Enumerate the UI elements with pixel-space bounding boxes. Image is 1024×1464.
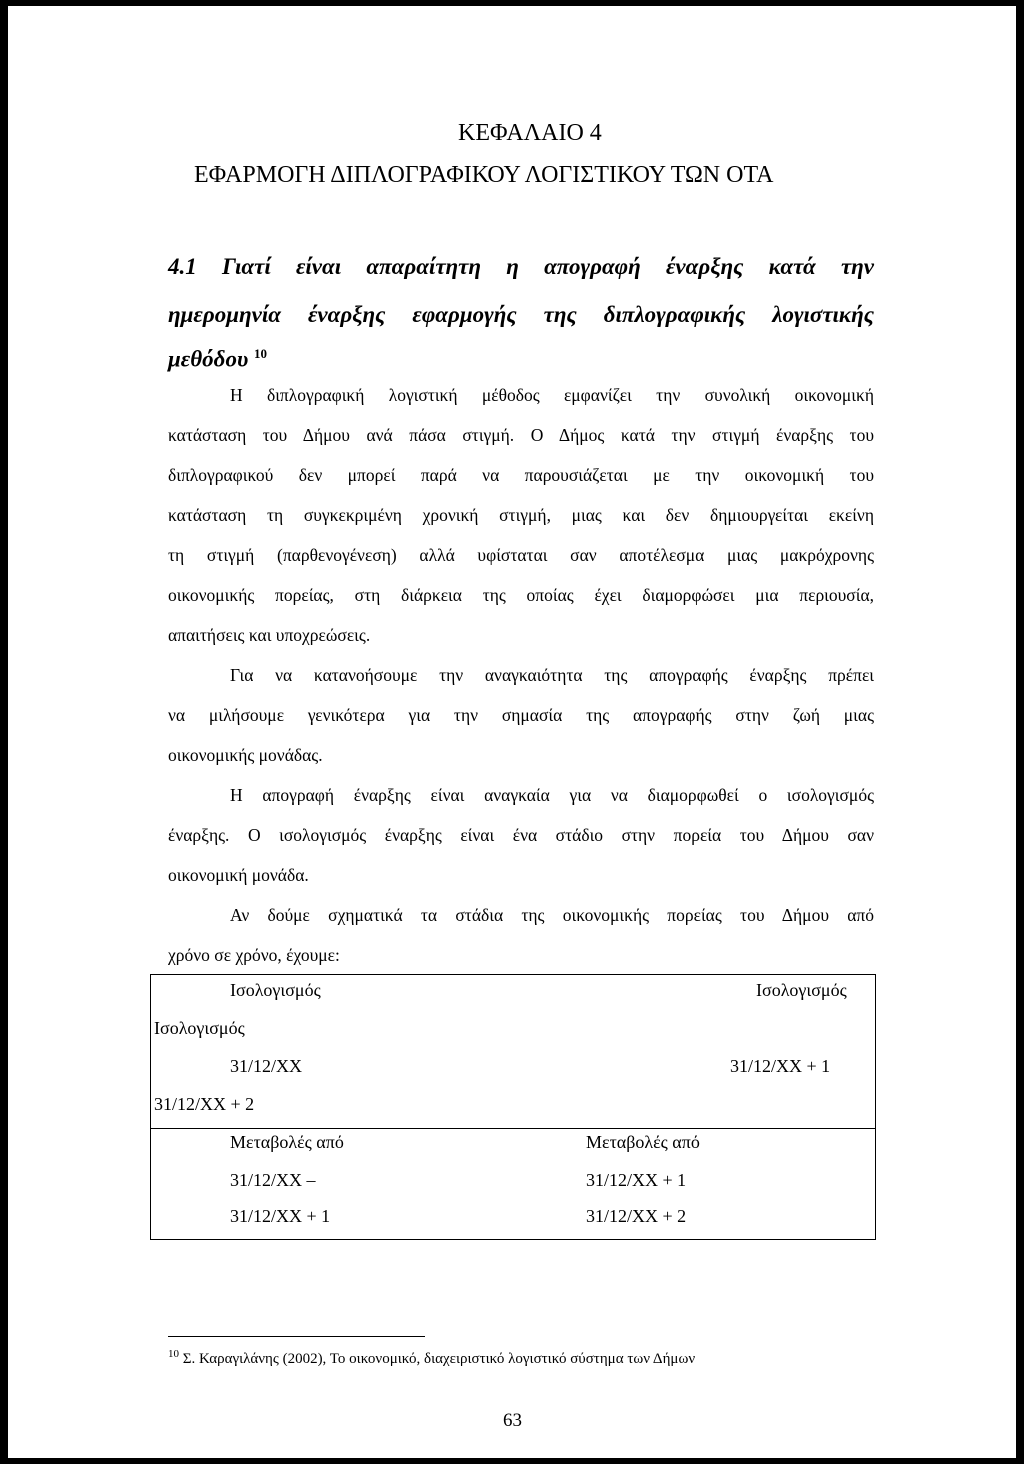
chapter-title: ΕΦΑΡΜΟΓΗ ΔΙΠΛΟΓΡΑΦΙΚΟΥ ΛΟΓΙΣΤΙΚΟΥ ΤΩΝ ΟΤΑ	[194, 162, 774, 188]
text-line: απαιτήσεις και υποχρεώσεις.	[168, 625, 371, 645]
text-line: να μιλήσουμε γενικότερα για την σημασία της απογραφής στην ζωή μιας	[168, 705, 874, 725]
section-heading-line: ημερομηνία έναρξης εφαρμογής της διπλογραφικής λογιστικής	[168, 302, 874, 327]
changes-from-date: 31/12/ΧΧ + 1	[586, 1170, 687, 1190]
text-line: έναρξης. Ο ισολογισμός έναρξης είναι ένα στάδιο στην πορεία του Δήμου σαν	[168, 825, 874, 845]
section-heading-line: 4.1 Γιατί είναι απαραίτητη η απογραφή έναρξης κατά την	[168, 254, 874, 279]
page-number: 63	[503, 1410, 522, 1431]
text-line: Η απογραφή έναρξης είναι αναγκαία για να διαμορφωθεί ο ισολογισμός	[230, 785, 874, 805]
text-line: Η διπλογραφική λογιστική μέθοδος εμφανίζει την συνολική οικονομική	[230, 385, 874, 405]
text-line: Για να κατανοήσουμε την αναγκαιότητα της απογραφής έναρξης πρέπει	[230, 665, 874, 685]
balance-date: 31/12/ΧΧ + 1	[730, 1056, 831, 1076]
balance-date: 31/12/ΧΧ	[230, 1056, 302, 1076]
section-heading-line	[168, 346, 267, 373]
text-line: κατάσταση τη συγκεκριμένη χρονική στιγμή, μιας και δεν δημιουργείται εκείνη	[168, 505, 874, 525]
changes-to-date: 31/12/ΧΧ + 2	[586, 1206, 687, 1226]
footnote-text: Σ. Καραγιλάνης (2002), Το οικονομικό, διαχειριστικό λογιστικό σύστημα των Δήμων	[179, 1351, 696, 1367]
footnote-number: 10	[168, 1348, 179, 1360]
text-line: Αν δούμε σχηματικά τα στάδια της οικονομικής πορείας του Δήμου από	[230, 905, 874, 925]
footnote-separator	[168, 1336, 425, 1337]
section-heading-text: μεθόδου	[168, 346, 249, 372]
changes-label: Μεταβολές από	[230, 1132, 344, 1152]
diagram-divider	[150, 1128, 876, 1129]
balance-date: 31/12/ΧΧ + 2	[154, 1094, 255, 1114]
text-line: διπλογραφικού δεν μπορεί παρά να παρουσιάζεται με την οικονομική του	[168, 465, 874, 485]
text-line: οικονομικής μονάδας.	[168, 745, 323, 765]
balance-label: Ισολογισμός	[230, 980, 321, 1000]
footnote	[168, 1348, 695, 1368]
text-line: κατάσταση του Δήμου ανά πάσα στιγμή. Ο Δήμος κατά την στιγμή έναρξης του	[168, 425, 874, 445]
text-line: χρόνο σε χρόνο, έχουμε:	[168, 945, 340, 965]
document-page	[8, 6, 1016, 1458]
diagram-frame	[150, 974, 876, 1240]
balance-label: Ισολογισμός	[756, 980, 847, 1000]
chapter-number: ΚΕΦΑΛΑΙΟ 4	[458, 120, 602, 146]
changes-label: Μεταβολές από	[586, 1132, 700, 1152]
changes-from-date: 31/12/ΧΧ –	[230, 1170, 316, 1190]
text-line: τη στιγμή (παρθενογένεση) αλλά υφίσταται σαν αποτέλεσμα μιας μακρόχρονης	[168, 545, 874, 565]
balance-label: Ισολογισμός	[154, 1018, 245, 1038]
text-line: οικονομικής πορείας, στη διάρκεια της οποίας έχει διαμορφώσει μια περιουσία,	[168, 585, 874, 605]
footnote-reference: 10	[253, 346, 267, 361]
text-line: οικονομική μονάδα.	[168, 865, 309, 885]
changes-to-date: 31/12/ΧΧ + 1	[230, 1206, 331, 1226]
